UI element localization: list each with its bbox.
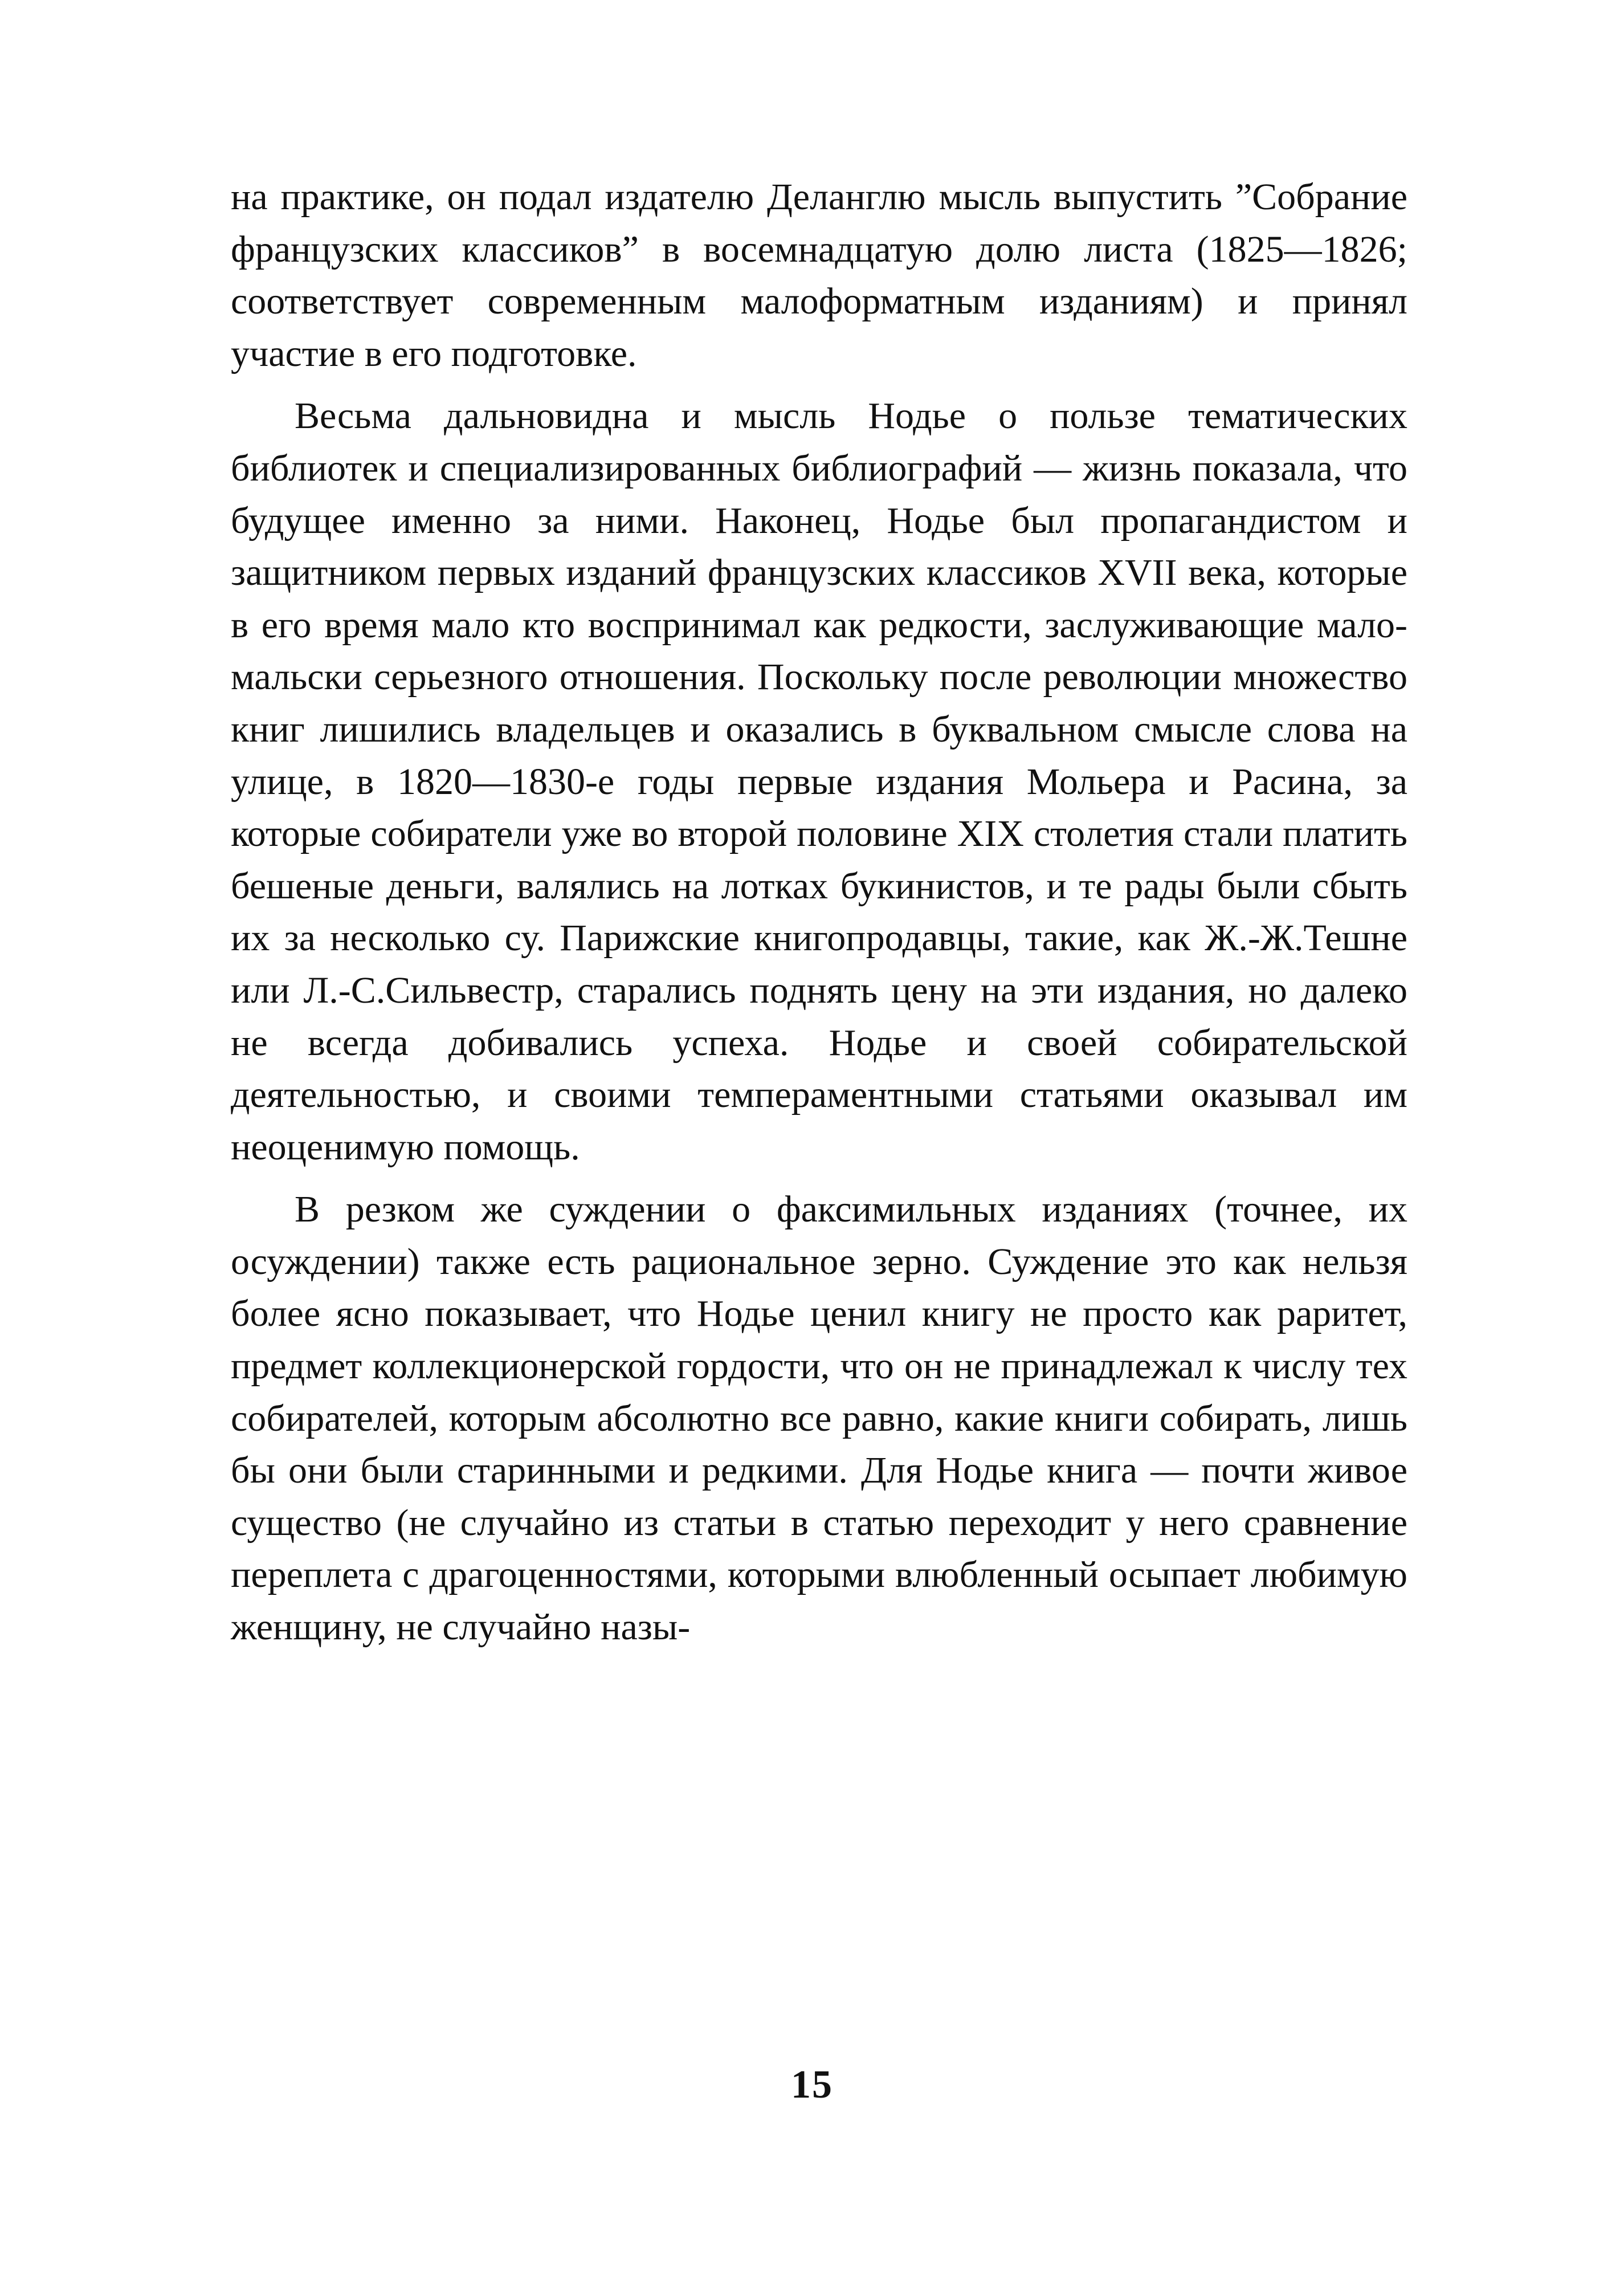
paragraph-1: на практике, он подал издателю Деланглю мысль выпустить ”Собрание французских классиков” в восемнадцатую долю листа (1825—1826; соответствует современным малоформатным изданиям) и принял участие в его подготовке. [231, 176, 1407, 374]
page-number: 15 [791, 2063, 833, 2107]
paragraph-2: Весьма дальновидна и мысль Нодье о пользе тематических библиотек и специализированных библиографий — жизнь показала, что будущее именно за ними. Наконец, Нодье был пропагандистом и защитником первых изданий французских классиков XVII века, которые в его время мало кто воспринимал как редкости, заслуживающие мало-мальски серьезного отношения. Поскольку после революции множество книг лишились владельцев и оказались в буквальном смысле слова на улице, в 1820—1830-е годы первые издания Мольера и Расина, за которые собиратели уже во второй половине XIX столетия стали платить бешеные деньги, валялись на лотках букинистов, и те рады были сбыть их за несколько су. Парижские книгопродавцы, такие, как Ж.-Ж.Тешне или Л.-С.Сильвестр, старались поднять цену на эти издания, но далеко не всегда добивались успеха. Нодье и своей собирательской деятельностью, и своими темпераментными статьями оказывал им неоценимую помощь. [231, 395, 1407, 1168]
body-text [231, 171, 1407, 1654]
paragraph-3: В резком же суждении о факсимильных изданиях (точнее, их осуждении) также есть рациональное зерно. Суждение это как нельзя более ясно показывает, что Нодье ценил книгу не просто как раритет, предмет коллекционерской гордости, что он не принадлежал к числу тех собирателей, которым абсолютно все равно, какие книги собирать, лишь бы они были старинными и редкими. Для Нодье книга — почти живое существо (не случайно из статьи в статью переходит у него сравнение переплета с драгоценностями, которыми влюбленный осыпает любимую женщину, не случайно назы- [231, 1188, 1407, 1648]
